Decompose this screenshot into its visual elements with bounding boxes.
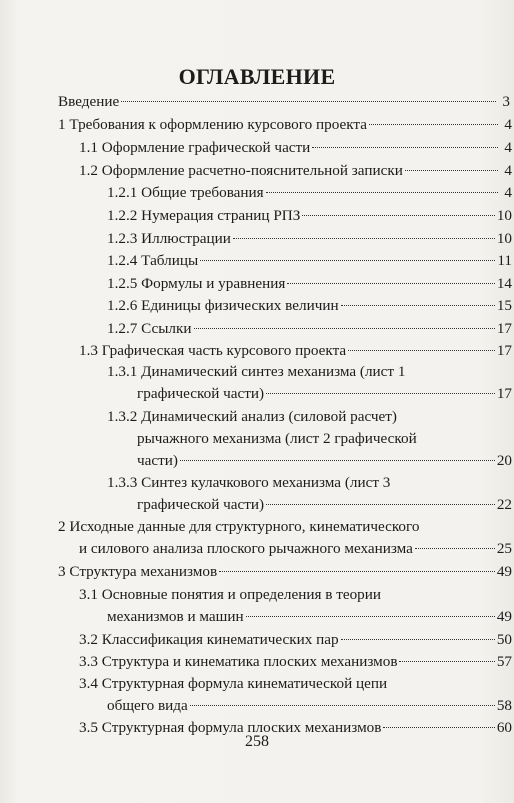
toc-entry-label: 3.3 Структура и кинематика плоских механизмов	[79, 653, 398, 670]
toc-entry-label: 1.1 Оформление графической части	[79, 139, 311, 156]
toc-title: ОГЛАВЛЕНИЕ	[178, 64, 336, 89]
leader-dots	[348, 350, 495, 351]
leader-dots	[266, 393, 495, 394]
toc-entry[interactable]	[79, 538, 512, 560]
toc-entry-label: графической части)	[137, 496, 265, 513]
leader-dots	[312, 147, 498, 148]
toc-entry[interactable]	[107, 318, 512, 340]
toc-entry-label-line: 1.3.2 Динамический анализ (силовой расчет)	[107, 408, 397, 425]
toc-entry-label: 1.2.1 Общие требования	[107, 184, 264, 201]
toc-entry[interactable]	[137, 450, 512, 472]
toc-entry-page: 17	[496, 342, 512, 359]
toc-entry-label: 1.2.6 Единицы физических величин	[107, 297, 339, 314]
leader-dots	[405, 170, 498, 171]
toc-entry-page: 17	[496, 385, 512, 402]
toc-entry-page: 22	[496, 496, 512, 513]
toc-entry-page: 4	[504, 116, 512, 133]
leader-dots	[341, 305, 495, 306]
leader-dots	[369, 124, 498, 125]
leader-dots	[233, 238, 495, 239]
leader-dots	[302, 215, 494, 216]
toc-entry-label: части)	[137, 452, 178, 469]
toc-entry-page: 4	[504, 184, 512, 201]
toc-entry-label: механизмов и машин	[107, 608, 244, 625]
toc-entry-label: 1 Требования к оформлению курсового проекта	[58, 116, 367, 133]
leader-dots	[266, 192, 498, 193]
toc-entry[interactable]	[107, 205, 512, 227]
toc-entry[interactable]	[58, 91, 510, 113]
toc-entry-page: 11	[497, 252, 512, 269]
toc-entry-label: общего вида	[107, 697, 188, 714]
toc-entry-label-line: 1.3.1 Динамический синтез механизма (лист 1	[107, 363, 406, 380]
toc-entry[interactable]	[107, 606, 512, 628]
toc-entry-label-line: рычажного механизма (лист 2 графической	[137, 430, 417, 447]
leader-dots	[383, 727, 494, 728]
toc-entry[interactable]	[79, 137, 512, 159]
toc-entry-page: 57	[496, 653, 512, 670]
toc-entry-label: 1.3 Графическая часть курсового проекта	[79, 342, 347, 359]
toc-entry-label-line: 3.4 Структурная формула кинематической цепи	[79, 675, 388, 692]
toc-entry[interactable]	[79, 340, 512, 362]
toc-entry-page: 58	[496, 697, 512, 714]
leader-dots	[341, 639, 495, 640]
toc-entry[interactable]	[107, 273, 512, 295]
toc-entry[interactable]	[79, 629, 512, 651]
leader-dots	[200, 260, 495, 261]
toc-entry[interactable]	[58, 114, 512, 136]
leader-dots	[246, 616, 495, 617]
leader-dots	[287, 283, 494, 284]
toc-entry-page: 49	[496, 563, 512, 580]
leader-dots	[219, 571, 495, 572]
toc-entry-page: 15	[496, 297, 512, 314]
toc-entry-page: 60	[496, 719, 512, 736]
toc-entry[interactable]	[137, 383, 512, 405]
toc-entry-label: 1.2.5 Формулы и уравнения	[107, 275, 286, 292]
toc-entry-page: 10	[496, 230, 512, 247]
toc-entry-page: 25	[496, 540, 512, 557]
toc-entry-label-line: 3.1 Основные понятия и определения в теории	[79, 586, 382, 603]
toc-entry-label: 1.2.2 Нумерация страниц РПЗ	[107, 207, 301, 224]
toc-entry-page: 49	[496, 608, 512, 625]
toc-entry-label: Введение	[58, 93, 120, 110]
toc-entry-label-line: 2 Исходные данные для структурного, кинематического	[58, 518, 420, 535]
leader-dots	[415, 548, 495, 549]
toc-entry[interactable]	[107, 182, 512, 204]
toc-entry[interactable]	[107, 695, 512, 717]
toc-entry-label: 3 Структура механизмов	[58, 563, 218, 580]
toc-entry[interactable]	[79, 651, 512, 673]
leader-dots	[266, 504, 495, 505]
toc-entry-label: 1.2 Оформление расчетно-пояснительной записки	[79, 162, 403, 179]
toc-entry-label: 3.2 Классификация кинематических пар	[79, 631, 339, 648]
leader-dots	[194, 328, 495, 329]
toc-entry-page: 3	[502, 93, 510, 110]
toc-entry-label: 1.2.4 Таблицы	[107, 252, 199, 269]
toc-entry[interactable]	[107, 295, 512, 317]
toc-entry-label: 1.2.7 Ссылки	[107, 320, 192, 337]
toc-entry-page: 4	[504, 162, 512, 179]
toc-entry-page: 17	[496, 320, 512, 337]
toc-entry[interactable]	[107, 250, 512, 272]
toc-entry-label: 1.2.3 Иллюстрации	[107, 230, 231, 247]
toc-entry[interactable]	[79, 160, 512, 182]
leader-dots	[180, 460, 495, 461]
leader-dots	[399, 661, 494, 662]
toc-entry-page: 4	[504, 139, 512, 156]
leader-dots	[190, 705, 495, 706]
toc-entry[interactable]	[107, 228, 512, 250]
leader-dots	[121, 101, 496, 102]
page-number: 258	[245, 733, 269, 750]
toc-entry-label: и силового анализа плоского рычажного механизма	[79, 540, 413, 557]
toc-entry-label: графической части)	[137, 385, 265, 402]
toc-entry[interactable]	[58, 561, 512, 583]
toc-entry[interactable]	[137, 494, 512, 516]
toc-entry-page: 10	[496, 207, 512, 224]
toc-entry-page: 50	[496, 631, 512, 648]
toc-entry-page: 20	[496, 452, 512, 469]
toc-entry-label: 3.5 Структурная формула плоских механизмов	[79, 719, 382, 736]
toc-entry-page: 14	[496, 275, 512, 292]
toc-entry-label-line: 1.3.3 Синтез кулачкового механизма (лист 3	[107, 474, 391, 491]
